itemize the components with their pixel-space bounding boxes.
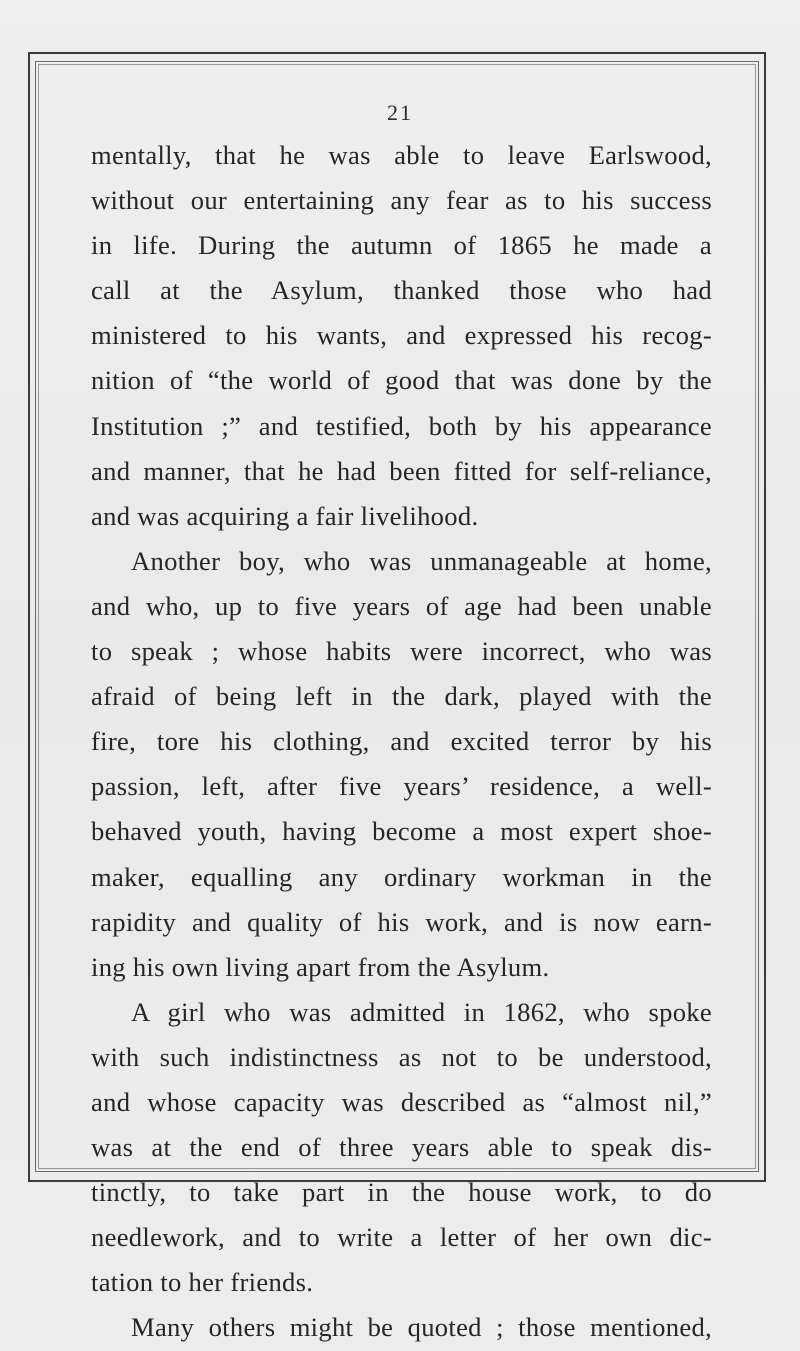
- text-line: was at the end of three years able to speak dis-: [91, 1132, 712, 1163]
- text-line: and whose capacity was described as “almost nil,”: [91, 1086, 712, 1117]
- text-line: fire, tore his clothing, and excited terror by his: [91, 726, 712, 757]
- text-line: afraid of being left in the dark, played with the: [91, 681, 712, 712]
- text-line: tation to her friends.: [91, 1267, 314, 1298]
- text-line: with such indistinctness as not to be understood,: [91, 1041, 712, 1072]
- text-line: to speak ; whose habits were incorrect, who was: [91, 636, 712, 667]
- body-text: [91, 133, 712, 1351]
- text-line: without our entertaining any fear as to his success: [91, 185, 712, 216]
- text-line: Another boy, who was unmanageable at home,: [131, 545, 712, 576]
- text-line: Institution ;” and testified, both by his appearance: [91, 410, 712, 441]
- text-line: mentally, that he was able to leave Earlswood,: [91, 140, 712, 170]
- text-line: maker, equalling any ordinary workman in the: [91, 861, 712, 892]
- text-line: and who, up to five years of age had been unable: [91, 590, 712, 621]
- text-line: ing his own living apart from the Asylum.: [91, 951, 550, 982]
- text-line: and manner, that he had been fitted for self-reliance,: [91, 455, 712, 486]
- text-line: ministered to his wants, and expressed his recog-: [91, 320, 712, 351]
- text-line: Many others might be quoted ; those mentioned,: [131, 1312, 712, 1343]
- text-line: passion, left, after five years’ residence, a well-: [91, 771, 712, 802]
- text-line: tinctly, to take part in the house work, to do: [91, 1177, 712, 1208]
- text-line: call at the Asylum, thanked those who had: [91, 275, 712, 306]
- text-line: rapidity and quality of his work, and is now earn-: [91, 906, 712, 937]
- text-line: nition of “the world of good that was done by the: [91, 365, 712, 396]
- page-number: 21: [387, 100, 413, 125]
- text-line: A girl who was admitted in 1862, who spoke: [131, 996, 712, 1027]
- text-line: and was acquiring a fair livelihood.: [91, 500, 479, 531]
- text-line: behaved youth, having become a most expert shoe-: [91, 816, 712, 847]
- text-line: needlework, and to write a letter of her own dic-: [91, 1222, 712, 1253]
- text-line: in life. During the autumn of 1865 he made a: [91, 230, 712, 261]
